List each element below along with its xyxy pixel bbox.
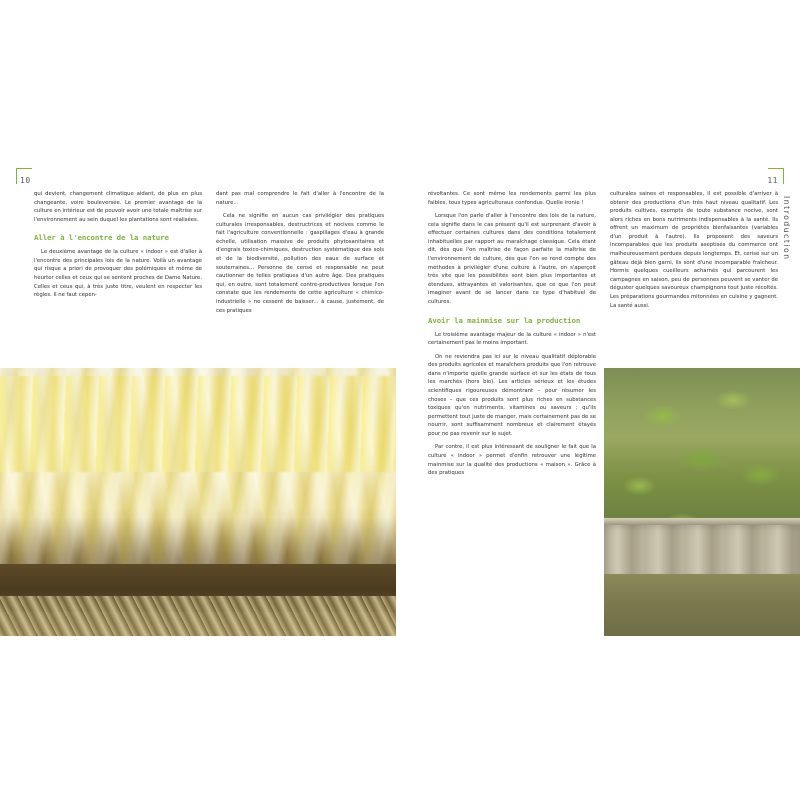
left-corner-rule-vertical <box>16 168 17 184</box>
paragraph: Le deuxième avantage de la culture « indoor » est d'aller à l'encontre des principales lois de la nature. Voilà un avantage qui risque a priori de provoquer des polémiques et même de heurter celles et ceux qui se sentent proches de Dame Nature. Celles et ceux qui, à très juste titre, veulent en respecter les règles. Il ne faut cepen- <box>34 249 202 299</box>
heading-aller-a-lencontre-de-la-nature: Aller à l'encontre de la nature <box>34 233 169 243</box>
section-label: Introduction <box>782 196 791 261</box>
paragraph: dant pas mal comprendre le fait d'aller à l'encontre de la nature... <box>216 191 384 206</box>
paragraph: Lorsque l'on parle d'aller à l'encontre des lois de la nature, cela signifie dans le cas présent qu'il est surprenant d'avoir à effectuer certaines cultures dans des conditions totalement inhabituelles par rapport au maraîchage classique. Cela étant dit, dès que l'on maîtrise de façon parfaite la maîtrise de l'environnement de culture, dès que l'on se rend compte des méthodes à privilégier d'une culture à l'autre, on s'aperçoit très vite que les possibilités sont bien plus importantes et étendues, attrayantes et valorisantes, que ce que l'on peut imaginer avant de se lancer dans ce type d'habituel de cultures. <box>428 213 596 305</box>
straw-bed-overlay <box>0 596 396 636</box>
paragraph: qui devient, changement climatique aidant, de plus en plus changeante, voire bouleversée. Le premier avantage de la culture en intérieur est de pouvoir avoir une totale maîtrise sur l'environnement au sein duquel les plantations sont réalisées. <box>34 191 202 223</box>
right-corner-rule-horizontal <box>768 168 784 169</box>
right-corner-rule-vertical <box>783 168 784 184</box>
seedling-pots-rim <box>604 518 800 525</box>
text-column-2 <box>216 190 384 320</box>
text-column-1 <box>34 190 202 305</box>
garden-ground <box>604 574 800 636</box>
text-column-4 <box>610 190 778 315</box>
endives-yellow-tips <box>0 376 396 472</box>
paragraph: culturales saines et responsables, il est possible d'arriver à obtenir des productions d'un très haut niveau qualitatif. Les produits cultivés, exempts de toute substance nocive, sont alors riches en bons nutriments indispensables à la santé. Ils offrent un maximum de propriétés bienfaisantes (variables d'un produit à l'autre). Ils proposent des saveurs incomparables que les produits aseptisés du commerce ont malheureusement perdues depuis longtemps. Et, cerise sur un gâteau déjà bien garni, ils sont d'une incomparable fraîcheur. Hormis quelques cueilleurs acharnés qui parcourent les campagnes en saison, peu de personnes peuvent se vanter de déguster quelques savoureux champignons tout juste récoltés. Les préparations gourmandes mitonnées en cuisine y gagnent. La santé aussi. <box>610 191 778 309</box>
seedlings-photo <box>604 368 800 636</box>
paragraph: Par contre, il est plus intéressant de souligner le fait que la culture « indoor » permet d'enfin retrouver une légitime mainmise sur la qualité des productions « maison ». Grâce à des pratiques <box>428 444 596 477</box>
heading-avoir-la-mainmise-sur-la-production: Avoir la mainmise sur la production <box>428 315 581 325</box>
text-column-3 <box>428 190 596 483</box>
paragraph: On ne reviendra pas ici sur le niveau qualitatif déplorable des produits agricoles et maraîchers produits que l'on retrouve dans n'importe quelle grande surface et sur les états de tous les marchés (hors bio). Les articles sérieux et les études scientifiques rigoureuses démontrant – pour résumer les choses – que ces produits sont plus riches en substances toxiques qu'en nutriments, vitamines ou saveurs ; qu'ils permettent tout juste de manger, mais certainement pas de se nourrir, sont suffisamment nombreux et clairement étayés pour ne pas revenir sur le sujet. <box>428 353 596 437</box>
paragraph: Le troisième avantage majeur de la culture « indoor » n'est certainement pas le moins important. <box>428 331 596 347</box>
endives-photo <box>0 368 396 636</box>
left-corner-rule-horizontal <box>16 168 32 169</box>
paragraph: révoltantes. Ce sont même les rendements parmi les plus faibles, tous types agriculturaux confondus. Quelle ironie ! <box>428 191 596 206</box>
page-number-right: 11 <box>767 176 778 185</box>
paragraph: Cela ne signifie en aucun cas privilégier des pratiques culturales irresponsables, destructrices et nocives comme le fait l'agriculture conventionnelle : gaspillages d'eau à grande échelle, utilisation massive de produits phytosanitaires et d'engrais toxico-chimiques, destruction systématique des sols et de la biodiversité, pollution des eaux de surface et souterraines... Personne de censé et responsable ne peut cautionner de telles pratiques d'un autre âge. Des pratiques qui, en outre, sont totalement contre-productives lorsque l'on constate que les rendements de cette agriculture « chimico-industrielle » ne cessent de baisser... à cause, justement, de ces pratiques <box>216 213 384 314</box>
page-number-left: 10 <box>20 176 31 185</box>
seedling-pots-row <box>604 518 800 576</box>
